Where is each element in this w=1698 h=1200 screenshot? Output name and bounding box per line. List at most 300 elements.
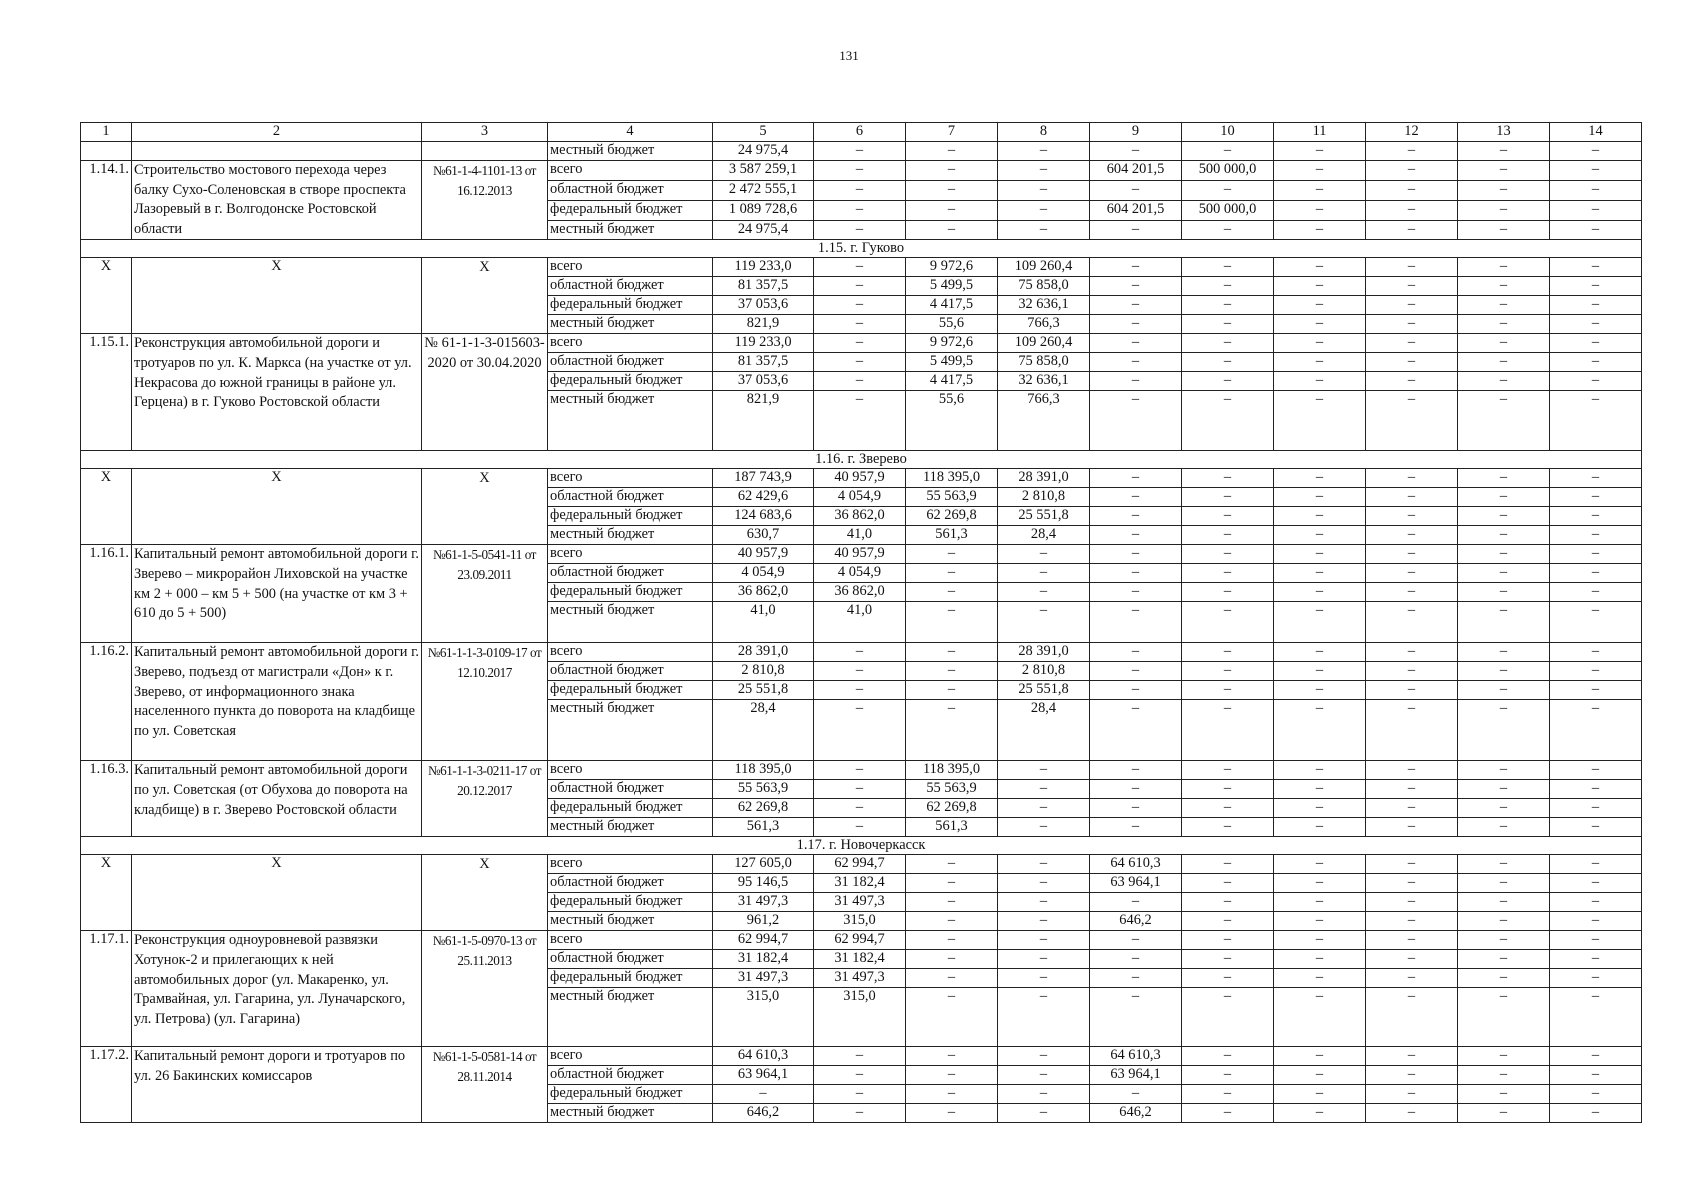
value-cell: – bbox=[1366, 1104, 1458, 1123]
item-number: 1.15.1. bbox=[81, 334, 132, 451]
value-cell: – bbox=[1458, 874, 1550, 893]
value-cell: 109 260,4 bbox=[998, 258, 1090, 277]
value-cell: 28 391,0 bbox=[998, 469, 1090, 488]
value-cell: 561,3 bbox=[906, 526, 998, 545]
value-cell: – bbox=[998, 602, 1090, 643]
value-cell: – bbox=[1458, 855, 1550, 874]
funding-source-label: местный бюджет bbox=[548, 391, 713, 451]
value-cell: – bbox=[814, 662, 906, 681]
value-cell: – bbox=[1458, 200, 1550, 220]
value-cell: – bbox=[1366, 931, 1458, 950]
value-cell: – bbox=[1182, 1104, 1274, 1123]
item-number: Х bbox=[81, 855, 132, 931]
value-cell: – bbox=[1182, 545, 1274, 564]
value-cell: 124 683,6 bbox=[713, 507, 814, 526]
value-cell: – bbox=[1550, 277, 1642, 296]
value-cell: – bbox=[1090, 372, 1182, 391]
value-cell: – bbox=[1458, 662, 1550, 681]
value-cell: 766,3 bbox=[998, 391, 1090, 451]
value-cell: 95 146,5 bbox=[713, 874, 814, 893]
value-cell: – bbox=[1458, 1066, 1550, 1085]
value-cell: – bbox=[1458, 526, 1550, 545]
value-cell: – bbox=[1090, 564, 1182, 583]
value-cell: – bbox=[814, 161, 906, 181]
header-cell: 4 bbox=[548, 123, 713, 142]
value-cell: – bbox=[1274, 931, 1366, 950]
value-cell: – bbox=[1274, 142, 1366, 161]
value-cell: – bbox=[1550, 180, 1642, 200]
value-cell: – bbox=[1090, 391, 1182, 451]
value-cell: 4 054,9 bbox=[814, 564, 906, 583]
value-cell: – bbox=[1550, 353, 1642, 372]
value-cell: – bbox=[1458, 912, 1550, 931]
value-cell: – bbox=[814, 296, 906, 315]
value-cell: – bbox=[998, 1066, 1090, 1085]
funding-source-label: федеральный бюджет bbox=[548, 200, 713, 220]
value-cell: – bbox=[1182, 874, 1274, 893]
value-cell: – bbox=[1366, 258, 1458, 277]
value-cell: – bbox=[998, 564, 1090, 583]
value-cell: – bbox=[814, 761, 906, 780]
value-cell: – bbox=[1090, 220, 1182, 240]
table-row bbox=[81, 469, 1642, 488]
value-cell: – bbox=[1182, 334, 1274, 353]
funding-source-label: всего bbox=[548, 545, 713, 564]
value-cell: – bbox=[1182, 950, 1274, 969]
value-cell: – bbox=[1274, 391, 1366, 451]
budget-table bbox=[80, 122, 1642, 1123]
value-cell: – bbox=[1550, 818, 1642, 837]
value-cell: – bbox=[1550, 931, 1642, 950]
value-cell: – bbox=[1182, 931, 1274, 950]
value-cell: 315,0 bbox=[814, 912, 906, 931]
value-cell: – bbox=[1090, 507, 1182, 526]
value-cell: – bbox=[906, 950, 998, 969]
funding-source-label: всего bbox=[548, 334, 713, 353]
value-cell: – bbox=[1458, 277, 1550, 296]
value-cell: – bbox=[1366, 564, 1458, 583]
value-cell: – bbox=[1458, 391, 1550, 451]
value-cell: – bbox=[1366, 277, 1458, 296]
item-document: Х bbox=[422, 258, 548, 334]
value-cell: – bbox=[1550, 700, 1642, 761]
value-cell: – bbox=[906, 180, 998, 200]
value-cell: 32 636,1 bbox=[998, 372, 1090, 391]
value-cell: 63 964,1 bbox=[713, 1066, 814, 1085]
value-cell: – bbox=[814, 180, 906, 200]
section-title: 1.17. г. Новочеркасск bbox=[81, 837, 1642, 855]
value-cell: 4 054,9 bbox=[713, 564, 814, 583]
funding-source-label: местный бюджет bbox=[548, 700, 713, 761]
value-cell: – bbox=[1182, 507, 1274, 526]
value-cell: – bbox=[814, 372, 906, 391]
value-cell: – bbox=[1182, 258, 1274, 277]
value-cell: – bbox=[1090, 643, 1182, 662]
value-cell: – bbox=[1550, 372, 1642, 391]
value-cell: 28 391,0 bbox=[713, 643, 814, 662]
header-row bbox=[81, 123, 1642, 142]
value-cell: – bbox=[1458, 296, 1550, 315]
value-cell: – bbox=[906, 874, 998, 893]
value-cell: – bbox=[1366, 681, 1458, 700]
value-cell: – bbox=[1274, 912, 1366, 931]
value-cell: 24 975,4 bbox=[713, 220, 814, 240]
value-cell: – bbox=[814, 780, 906, 799]
value-cell: 75 858,0 bbox=[998, 353, 1090, 372]
value-cell: 127 605,0 bbox=[713, 855, 814, 874]
value-cell: – bbox=[1182, 296, 1274, 315]
value-cell: – bbox=[1090, 969, 1182, 988]
value-cell: 62 994,7 bbox=[814, 855, 906, 874]
value-cell: – bbox=[998, 761, 1090, 780]
value-cell: – bbox=[906, 545, 998, 564]
value-cell: – bbox=[1090, 818, 1182, 837]
funding-source-label: всего bbox=[548, 643, 713, 662]
value-cell: – bbox=[906, 912, 998, 931]
value-cell: – bbox=[1274, 180, 1366, 200]
value-cell: 25 551,8 bbox=[713, 681, 814, 700]
value-cell: – bbox=[906, 969, 998, 988]
value-cell: 4 417,5 bbox=[906, 372, 998, 391]
item-document: №61-1-1-3-0109-17 от 12.10.2017 bbox=[422, 643, 548, 761]
value-cell: 28,4 bbox=[998, 526, 1090, 545]
value-cell: 1 089 728,6 bbox=[713, 200, 814, 220]
value-cell: – bbox=[906, 602, 998, 643]
value-cell: 500 000,0 bbox=[1182, 200, 1274, 220]
item-name: Строительство мостового перехода через балку Сухо-Соленовская в створе проспекта Лазоревый в г. Волгодонске Ростовской области bbox=[132, 161, 422, 240]
table-row bbox=[81, 142, 1642, 161]
value-cell: 37 053,6 bbox=[713, 296, 814, 315]
value-cell: 31 497,3 bbox=[713, 969, 814, 988]
value-cell: – bbox=[1458, 1085, 1550, 1104]
value-cell: – bbox=[1274, 372, 1366, 391]
value-cell: – bbox=[814, 142, 906, 161]
item-name: Капитальный ремонт дороги и тротуаров по ул. 26 Бакинских комиссаров bbox=[132, 1047, 422, 1123]
section-row bbox=[81, 837, 1642, 855]
funding-source-label: всего bbox=[548, 931, 713, 950]
value-cell: – bbox=[1366, 1085, 1458, 1104]
header-cell: 14 bbox=[1550, 123, 1642, 142]
funding-source-label: местный бюджет bbox=[548, 602, 713, 643]
value-cell: – bbox=[1366, 874, 1458, 893]
funding-source-label: федеральный бюджет bbox=[548, 799, 713, 818]
value-cell: – bbox=[1274, 258, 1366, 277]
value-cell: – bbox=[1366, 296, 1458, 315]
value-cell: – bbox=[1366, 988, 1458, 1047]
value-cell: – bbox=[998, 583, 1090, 602]
value-cell: – bbox=[1550, 761, 1642, 780]
value-cell: – bbox=[1550, 1104, 1642, 1123]
value-cell: – bbox=[1090, 893, 1182, 912]
value-cell: – bbox=[1182, 643, 1274, 662]
value-cell: – bbox=[998, 931, 1090, 950]
table-row bbox=[81, 855, 1642, 874]
value-cell: – bbox=[1274, 1066, 1366, 1085]
value-cell: – bbox=[906, 893, 998, 912]
value-cell: – bbox=[1182, 912, 1274, 931]
value-cell: – bbox=[814, 353, 906, 372]
value-cell: 40 957,9 bbox=[814, 469, 906, 488]
value-cell: – bbox=[998, 1085, 1090, 1104]
value-cell: – bbox=[1274, 893, 1366, 912]
value-cell: – bbox=[906, 931, 998, 950]
value-cell: – bbox=[1366, 391, 1458, 451]
value-cell: 119 233,0 bbox=[713, 258, 814, 277]
value-cell: 62 269,8 bbox=[906, 507, 998, 526]
value-cell: – bbox=[1182, 602, 1274, 643]
value-cell: – bbox=[1458, 372, 1550, 391]
item-name: Х bbox=[132, 469, 422, 545]
value-cell: – bbox=[1090, 296, 1182, 315]
value-cell: – bbox=[1550, 526, 1642, 545]
value-cell: – bbox=[906, 161, 998, 181]
value-cell: – bbox=[1550, 258, 1642, 277]
value-cell: 646,2 bbox=[1090, 1104, 1182, 1123]
value-cell: – bbox=[906, 1066, 998, 1085]
item-number: 1.14.1. bbox=[81, 161, 132, 240]
item-document: Х bbox=[422, 855, 548, 931]
value-cell: – bbox=[814, 334, 906, 353]
value-cell: – bbox=[1550, 296, 1642, 315]
value-cell: – bbox=[998, 969, 1090, 988]
budget-table-container bbox=[80, 122, 1642, 1123]
value-cell: 31 182,4 bbox=[814, 950, 906, 969]
value-cell: 64 610,3 bbox=[1090, 1047, 1182, 1066]
value-cell: – bbox=[1366, 142, 1458, 161]
value-cell: – bbox=[1090, 353, 1182, 372]
value-cell: – bbox=[906, 1085, 998, 1104]
item-document: №61-1-5-0541-11 от 23.09.2011 bbox=[422, 545, 548, 643]
value-cell: – bbox=[1274, 334, 1366, 353]
value-cell: – bbox=[906, 1104, 998, 1123]
value-cell: 561,3 bbox=[713, 818, 814, 837]
value-cell: – bbox=[1366, 700, 1458, 761]
value-cell: – bbox=[1274, 761, 1366, 780]
funding-source-label: областной бюджет bbox=[548, 277, 713, 296]
value-cell: 646,2 bbox=[1090, 912, 1182, 931]
value-cell: 31 497,3 bbox=[814, 893, 906, 912]
value-cell: – bbox=[1550, 950, 1642, 969]
funding-source-label: областной бюджет bbox=[548, 488, 713, 507]
value-cell: – bbox=[1274, 315, 1366, 334]
value-cell: – bbox=[1182, 526, 1274, 545]
value-cell: – bbox=[998, 161, 1090, 181]
funding-source-label: всего bbox=[548, 469, 713, 488]
value-cell: – bbox=[1458, 161, 1550, 181]
value-cell: – bbox=[1274, 200, 1366, 220]
funding-source-label: областной бюджет bbox=[548, 780, 713, 799]
value-cell: – bbox=[1458, 142, 1550, 161]
value-cell: – bbox=[1274, 969, 1366, 988]
header-cell: 7 bbox=[906, 123, 998, 142]
value-cell: – bbox=[814, 315, 906, 334]
funding-source-label: местный бюджет bbox=[548, 315, 713, 334]
value-cell: – bbox=[1458, 353, 1550, 372]
item-number: 1.16.2. bbox=[81, 643, 132, 761]
item-document: Х bbox=[422, 469, 548, 545]
value-cell: 62 994,7 bbox=[713, 931, 814, 950]
value-cell: – bbox=[1366, 334, 1458, 353]
value-cell: – bbox=[814, 220, 906, 240]
value-cell: – bbox=[1366, 315, 1458, 334]
value-cell: – bbox=[1182, 142, 1274, 161]
value-cell: – bbox=[1274, 1085, 1366, 1104]
value-cell: – bbox=[1366, 643, 1458, 662]
value-cell: – bbox=[1550, 912, 1642, 931]
value-cell: 4 054,9 bbox=[814, 488, 906, 507]
value-cell: – bbox=[814, 1066, 906, 1085]
value-cell: – bbox=[1458, 488, 1550, 507]
table-row bbox=[81, 761, 1642, 780]
value-cell: – bbox=[1274, 662, 1366, 681]
value-cell: – bbox=[1366, 969, 1458, 988]
value-cell: – bbox=[1274, 602, 1366, 643]
value-cell: – bbox=[998, 988, 1090, 1047]
value-cell: – bbox=[1366, 353, 1458, 372]
value-cell: 31 497,3 bbox=[814, 969, 906, 988]
value-cell: – bbox=[1182, 662, 1274, 681]
value-cell: – bbox=[998, 220, 1090, 240]
value-cell: – bbox=[1274, 296, 1366, 315]
value-cell: – bbox=[1090, 799, 1182, 818]
value-cell: – bbox=[1458, 1104, 1550, 1123]
value-cell: – bbox=[1090, 334, 1182, 353]
value-cell: – bbox=[906, 643, 998, 662]
item-number: 1.16.3. bbox=[81, 761, 132, 837]
value-cell: – bbox=[1550, 1047, 1642, 1066]
value-cell: – bbox=[1274, 507, 1366, 526]
value-cell: – bbox=[1090, 761, 1182, 780]
value-cell: – bbox=[1366, 780, 1458, 799]
value-cell: 31 182,4 bbox=[713, 950, 814, 969]
funding-source-label: местный бюджет bbox=[548, 1104, 713, 1123]
funding-source-label: областной бюджет bbox=[548, 662, 713, 681]
item-document: №61-1-5-0581-14 от 28.11.2014 bbox=[422, 1047, 548, 1123]
value-cell: 604 201,5 bbox=[1090, 200, 1182, 220]
value-cell: – bbox=[1458, 564, 1550, 583]
value-cell: – bbox=[1550, 469, 1642, 488]
value-cell: 31 182,4 bbox=[814, 874, 906, 893]
value-cell: – bbox=[1090, 602, 1182, 643]
value-cell: – bbox=[1550, 1085, 1642, 1104]
value-cell: – bbox=[1274, 874, 1366, 893]
value-cell: – bbox=[998, 780, 1090, 799]
value-cell: – bbox=[1182, 969, 1274, 988]
value-cell: – bbox=[1550, 969, 1642, 988]
value-cell: 2 810,8 bbox=[998, 662, 1090, 681]
value-cell: – bbox=[1550, 391, 1642, 451]
value-cell: – bbox=[1090, 488, 1182, 507]
value-cell: – bbox=[1274, 1047, 1366, 1066]
value-cell: – bbox=[1182, 855, 1274, 874]
value-cell: 821,9 bbox=[713, 315, 814, 334]
funding-source-label: всего bbox=[548, 1047, 713, 1066]
value-cell: 62 269,8 bbox=[713, 799, 814, 818]
value-cell: – bbox=[1090, 662, 1182, 681]
value-cell: – bbox=[1274, 700, 1366, 761]
value-cell: – bbox=[1090, 545, 1182, 564]
value-cell: – bbox=[906, 1047, 998, 1066]
value-cell: – bbox=[906, 564, 998, 583]
value-cell: – bbox=[1274, 545, 1366, 564]
value-cell: 187 743,9 bbox=[713, 469, 814, 488]
value-cell: – bbox=[814, 818, 906, 837]
value-cell: – bbox=[1274, 353, 1366, 372]
value-cell: – bbox=[1274, 526, 1366, 545]
value-cell: – bbox=[814, 200, 906, 220]
value-cell: – bbox=[814, 700, 906, 761]
value-cell: 31 497,3 bbox=[713, 893, 814, 912]
value-cell: – bbox=[1090, 700, 1182, 761]
value-cell: – bbox=[906, 700, 998, 761]
value-cell: – bbox=[1090, 931, 1182, 950]
value-cell: – bbox=[1458, 469, 1550, 488]
value-cell: – bbox=[1366, 488, 1458, 507]
table-row bbox=[81, 1047, 1642, 1066]
funding-source-label: всего bbox=[548, 161, 713, 181]
value-cell: 766,3 bbox=[998, 315, 1090, 334]
value-cell: – bbox=[998, 1047, 1090, 1066]
value-cell: 118 395,0 bbox=[906, 761, 998, 780]
value-cell: – bbox=[814, 277, 906, 296]
value-cell: – bbox=[998, 1104, 1090, 1123]
header-cell: 12 bbox=[1366, 123, 1458, 142]
value-cell: – bbox=[1182, 988, 1274, 1047]
value-cell: 32 636,1 bbox=[998, 296, 1090, 315]
item-document bbox=[422, 142, 548, 161]
value-cell: 5 499,5 bbox=[906, 353, 998, 372]
value-cell: – bbox=[1090, 180, 1182, 200]
value-cell: – bbox=[814, 643, 906, 662]
value-cell: – bbox=[1182, 799, 1274, 818]
value-cell: – bbox=[1366, 200, 1458, 220]
value-cell: – bbox=[1274, 780, 1366, 799]
value-cell: – bbox=[1366, 161, 1458, 181]
value-cell: – bbox=[1550, 583, 1642, 602]
item-name: Х bbox=[132, 258, 422, 334]
value-cell: – bbox=[906, 988, 998, 1047]
value-cell: – bbox=[1366, 526, 1458, 545]
item-name: Х bbox=[132, 855, 422, 931]
value-cell: – bbox=[1458, 315, 1550, 334]
header-cell: 9 bbox=[1090, 123, 1182, 142]
value-cell: – bbox=[1458, 969, 1550, 988]
item-document: №61-1-1-3-0211-17 от 20.12.2017 bbox=[422, 761, 548, 837]
value-cell: – bbox=[1550, 874, 1642, 893]
value-cell: 821,9 bbox=[713, 391, 814, 451]
value-cell: – bbox=[1274, 855, 1366, 874]
value-cell: – bbox=[1182, 1047, 1274, 1066]
value-cell: 41,0 bbox=[814, 526, 906, 545]
value-cell: – bbox=[1182, 1085, 1274, 1104]
value-cell: – bbox=[1550, 545, 1642, 564]
value-cell: – bbox=[1366, 1047, 1458, 1066]
value-cell: – bbox=[1090, 469, 1182, 488]
value-cell: – bbox=[1274, 277, 1366, 296]
value-cell: – bbox=[1550, 988, 1642, 1047]
value-cell: 36 862,0 bbox=[713, 583, 814, 602]
value-cell: – bbox=[1274, 564, 1366, 583]
value-cell: – bbox=[998, 200, 1090, 220]
value-cell: – bbox=[1550, 161, 1642, 181]
value-cell: – bbox=[998, 855, 1090, 874]
value-cell: – bbox=[814, 681, 906, 700]
table-row bbox=[81, 545, 1642, 564]
value-cell: – bbox=[814, 391, 906, 451]
value-cell: – bbox=[1458, 258, 1550, 277]
value-cell: – bbox=[906, 583, 998, 602]
value-cell: – bbox=[998, 545, 1090, 564]
